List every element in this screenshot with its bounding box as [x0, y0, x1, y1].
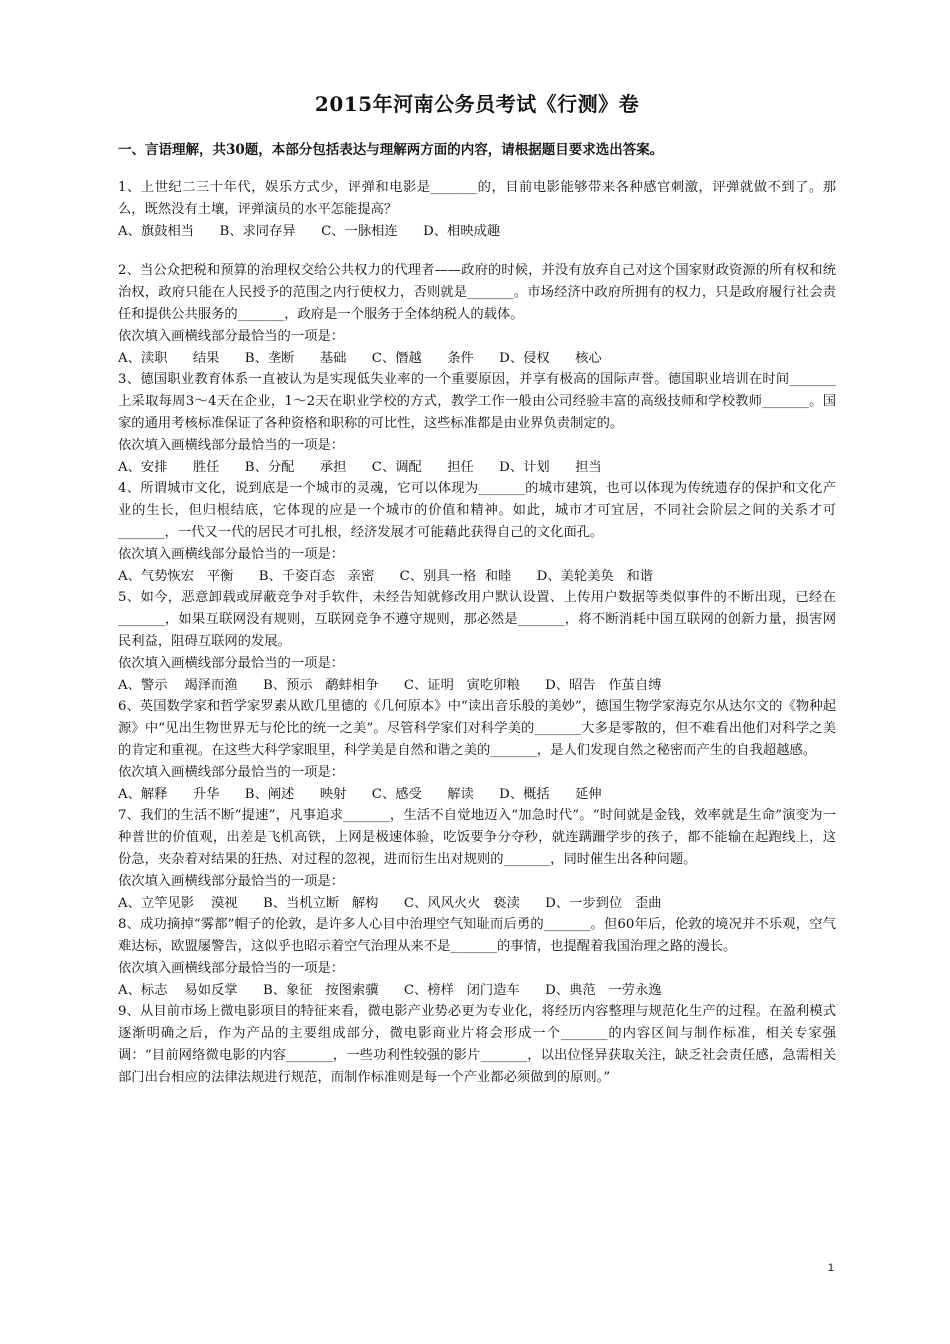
question-stem: 5、如今，恶意卸载或屏蔽竞争对手软件，未经告知就修改用户默认设置、上传用户数据等类似事件的不断出现，已经在_______，如果互联网没有规则，互联网竞争不遵守规则，那必然是_______，将不断消耗中国互联网的创新力量，损害网民利益，阻碍互联网的发展。: [118, 590, 836, 649]
question-stem: 6、英国数学家和哲学家罗素从欧几里德的《几何原本》中“读出音乐般的美妙”，德国生物学家海克尔从达尔文的《物种起源》中“见出生物世界无与伦比的统一之美”。尽管科学家们对科学美的_______大多是零散的，但不难看出他们对科学之美的肯定和重视。在这些大科学家眼里，科学美是自然和谐之美的_______，是人们发现自然之秘密而产生的自我超越感。: [118, 699, 836, 758]
question-4: [118, 478, 836, 587]
document-page: [118, 88, 836, 1089]
page-title: 2015年河南公务员考试《行测》卷: [314, 92, 640, 116]
question-prompt: 依次填入画横线部分最恰当的一项是：: [118, 437, 345, 453]
question-9: [118, 1001, 836, 1088]
question-options: A、解释 升华 B、阐述 映射 C、感受 解读 D、概括 延伸: [118, 786, 602, 802]
question-stem: 2、当公众把税和预算的治理权交给公共权力的代理者——政府的时候，并没有放弃自己对这个国家财政资源的所有权和统治权，政府只能在人民授予的范围之内行使权力，否则就是_______。市场经济中政府所拥有的权力，只是政府履行社会责任和提供公共服务的_______，政府是一个服务于全体纳税人的载体。: [118, 263, 836, 322]
question-prompt: 依次填入画横线部分最恰当的一项是：: [118, 328, 345, 344]
question-prompt: 依次填入画横线部分最恰当的一项是：: [118, 873, 345, 889]
question-2: [118, 260, 836, 369]
page-number: 1: [827, 1262, 834, 1274]
question-stem: 9、从目前市场上微电影项目的特征来看，微电影产业势必更为专业化，将经历内容整理与规范化生产的过程。在盈利模式逐渐明确之后，作为产品的主要组成部分，微电影商业片将会形成一个_______的内容区间与制作标准，相关专家强调：“目前网络微电影的内容_______，一些功利性较强的影片_______，以出位怪异获取关注，缺乏社会责任感，急需相关部门出台相应的法律法规进行规范，而制作标准则是每一个产业都必须做到的原则。”: [118, 1004, 836, 1085]
question-prompt: 依次填入画横线部分最恰当的一项是：: [118, 546, 345, 562]
question-prompt: 依次填入画横线部分最恰当的一项是：: [118, 960, 345, 976]
question-options: A、立竿见影 漠视 B、当机立断 解构 C、风风火火 亵渎 D、一步到位 歪曲: [118, 895, 662, 911]
question-options: A、安排 胜任 B、分配 承担 C、调配 担任 D、计划 担当: [118, 459, 602, 475]
question-3: [118, 369, 836, 478]
question-stem: 7、我们的生活不断“提速”，凡事追求_______，生活不自觉地迈入“加急时代”。“时间就是金钱，效率就是生命”演变为一种普世的价值观，出差是飞机高铁，上网是极速体验，吃饭要争分夺秒，就连蹒跚学步的孩子，都不能输在起跑线上，这份急，夹杂着对结果的狂热、对过程的忽视，进而衍生出对规则的_______，同时催生出各种问题。: [118, 808, 836, 867]
question-options: A、气势恢宏 平衡 B、千姿百态 亲密 C、别具一格 和睦 D、美轮美奂 和谐: [118, 568, 654, 584]
question-stem: 4、所谓城市文化，说到底是一个城市的灵魂，它可以体现为_______的城市建筑，也可以体现为传统遗存的保护和文化产业的生长，但归根结底，它体现的应是一个城市的价值和精神。如此，城市才可宜居，不同社会阶层之间的关系才可_______，一代又一代的居民才可扎根，经济发展才可能藉此获得自己的文化面孔。: [118, 481, 836, 540]
question-5: [118, 587, 836, 696]
question-stem: 3、德国职业教育体系一直被认为是实现低失业率的一个重要原因，并享有极高的国际声誉。德国职业培训在时间_______上采取每周3～4天在企业，1～2天在职业学校的方式，教学工作一般由公司经验丰富的高级技师和学校教师_______。国家的通用考核标准保证了各种资格和职称的可比性，这些标准都是由业界负责制定的。: [118, 372, 836, 431]
question-options: A、渎职 结果 B、垄断 基础 C、僭越 条件 D、侵权 核心: [118, 350, 602, 366]
question-stem: 1、上世纪二三十年代，娱乐方式少，评弹和电影是_______的，目前电影能够带来各种感官刺激，评弹就做不到了。那么，既然没有土壤，评弹演员的水平怎能提高？: [118, 180, 836, 217]
question-8: [118, 914, 836, 1001]
question-prompt: 依次填入画横线部分最恰当的一项是：: [118, 655, 345, 671]
question-stem: 8、成功摘掉“雾都”帽子的伦敦，是许多人心目中治理空气知耻而后勇的_______。但60年后，伦敦的境况并不乐观，空气难达标，欧盟屡警告，这似乎也昭示着空气治理从来不是_______的事情，也提醒着我国治理之路的漫长。: [118, 917, 836, 955]
question-1: [118, 177, 836, 242]
question-options: A、警示 竭泽而渔 B、预示 鹬蚌相争 C、证明 寅吃卯粮 D、昭告 作茧自缚: [118, 677, 662, 693]
question-options: A、标志 易如反掌 B、象征 按图索骥 C、榜样 闭门造车 D、典范 一劳永逸: [118, 982, 662, 998]
question-options: A、旗鼓相当 B、求同存异 C、一脉相连 D、相映成趣: [118, 223, 501, 239]
question-6: [118, 696, 836, 805]
section-heading: 一、言语理解，共30题，本部分包括表达与理解两方面的内容，请根据题目要求选出答案。: [118, 142, 664, 158]
question-7: [118, 805, 836, 914]
question-prompt: 依次填入画横线部分最恰当的一项是：: [118, 764, 345, 780]
